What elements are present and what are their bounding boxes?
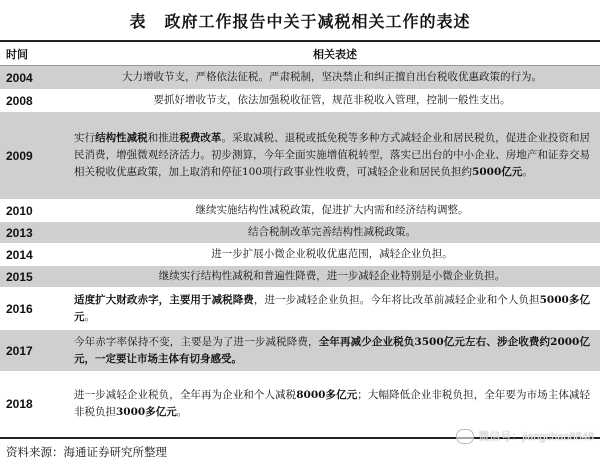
row-text-part: 要抓好增收节支，依法加强税收征管，规范非税收入管理，控制一般性支出。 (153, 94, 511, 106)
table-row (0, 90, 600, 112)
row-text-bold: 全年再减少企业税负3500亿元左右、涉企收费约2000亿元，一定要让市场主体有切身感受。 (74, 335, 591, 365)
row-text-part: 。 (522, 166, 533, 178)
table-title-text: 政府工作报告中关于减税相关工作的表述 (164, 11, 471, 31)
row-year: 2014 (6, 247, 33, 262)
row-text (70, 130, 600, 181)
row-year: 2015 (6, 269, 33, 284)
row-year: 2013 (6, 225, 33, 240)
row-text (70, 387, 600, 421)
row-text (70, 202, 600, 219)
row-text-part: 和推进 (147, 132, 180, 144)
source-note: 资料来源：海通证券研究所整理 (6, 445, 167, 459)
table-body (0, 66, 600, 437)
table-label: 表 (129, 11, 147, 31)
table-row (0, 66, 600, 90)
row-text-part: 实行 (74, 132, 96, 144)
watermark-text: 微信号：jiangchao8848 (478, 431, 594, 443)
row-text-part: 进一步扩展小微企业税收优惠范围，减轻企业负担。 (211, 248, 453, 260)
row-text (70, 268, 600, 285)
row-year: 2017 (6, 343, 33, 358)
row-text-part: 大力增收节支，严格依法征税。严肃税制，坚决禁止和纠正擅自出台税收优惠政策的行为。 (122, 71, 542, 83)
table-row (0, 288, 600, 330)
row-text-part: ，进一步减轻企业负担。今年将比改革前减轻企业和个人负担 (253, 293, 540, 306)
row-year: 2008 (6, 93, 33, 108)
row-text (70, 92, 600, 109)
row-text (70, 69, 600, 86)
row-text-part: 。采取减税、退税或抵免税等多种方式减轻企业和居民税负，促进企业投资和居民消费，增强微观经济活力。初步测算，今年全面实施增值税转型，落实已出台的中小企业、房地产和证券交易相关税收优惠政策，加上取消和停征100项行政事业性收费，可减轻企业和居民负担约 (74, 132, 590, 178)
row-text-bold: 3000多亿元 (116, 406, 177, 418)
row-text (70, 224, 600, 241)
table-title (0, 0, 600, 40)
row-year: 2010 (6, 203, 33, 218)
row-year: 2018 (6, 397, 33, 411)
table-row (0, 330, 600, 372)
table-row (0, 112, 600, 200)
header-desc: 相关表述 (313, 48, 357, 61)
row-text (70, 292, 600, 326)
wechat-icon (456, 429, 474, 444)
watermark (456, 428, 594, 444)
row-year: 2016 (6, 301, 33, 316)
row-text-bold: 结构性减税 (95, 132, 148, 144)
row-text-part: 今年赤字率保持不变，主要是为了进一步减税降费， (74, 335, 319, 348)
table-row (0, 200, 600, 222)
row-text (70, 246, 600, 263)
row-text-bold: 适度扩大财政赤字，主要用于减税降费 (74, 293, 254, 306)
row-text-bold: 税费改革 (179, 132, 222, 144)
row-year: 2009 (6, 148, 33, 163)
row-text-part: ；大幅降低企业非税负担，全年要为市场主体减轻非税负担 (74, 389, 590, 418)
table-row (0, 244, 600, 266)
row-text (70, 334, 600, 368)
top-rule (0, 40, 600, 42)
header-year: 时间 (6, 48, 28, 61)
row-text-bold: 5000亿元 (472, 166, 523, 178)
table-row (0, 266, 600, 288)
table-row (0, 222, 600, 244)
row-text-part: 继续实施结构性减税政策，促进扩大内需和经济结构调整。 (195, 204, 469, 216)
row-text-part: 继续实行结构性减税和普遍性降费，进一步减轻企业特别是小微企业负担。 (158, 270, 506, 282)
row-text-part: 。 (176, 406, 188, 418)
row-year: 2004 (6, 70, 33, 85)
row-text-bold: 8000多亿元 (296, 389, 358, 401)
table-header (0, 43, 600, 66)
row-text-bold: 5000多亿元 (74, 293, 591, 323)
row-text-part: 进一步减轻企业税负，全年再为企业和个人减税 (74, 389, 297, 401)
row-text-part: 结合税制改革完善结构性减税政策。 (248, 226, 416, 238)
row-text-part: 。 (84, 310, 95, 323)
